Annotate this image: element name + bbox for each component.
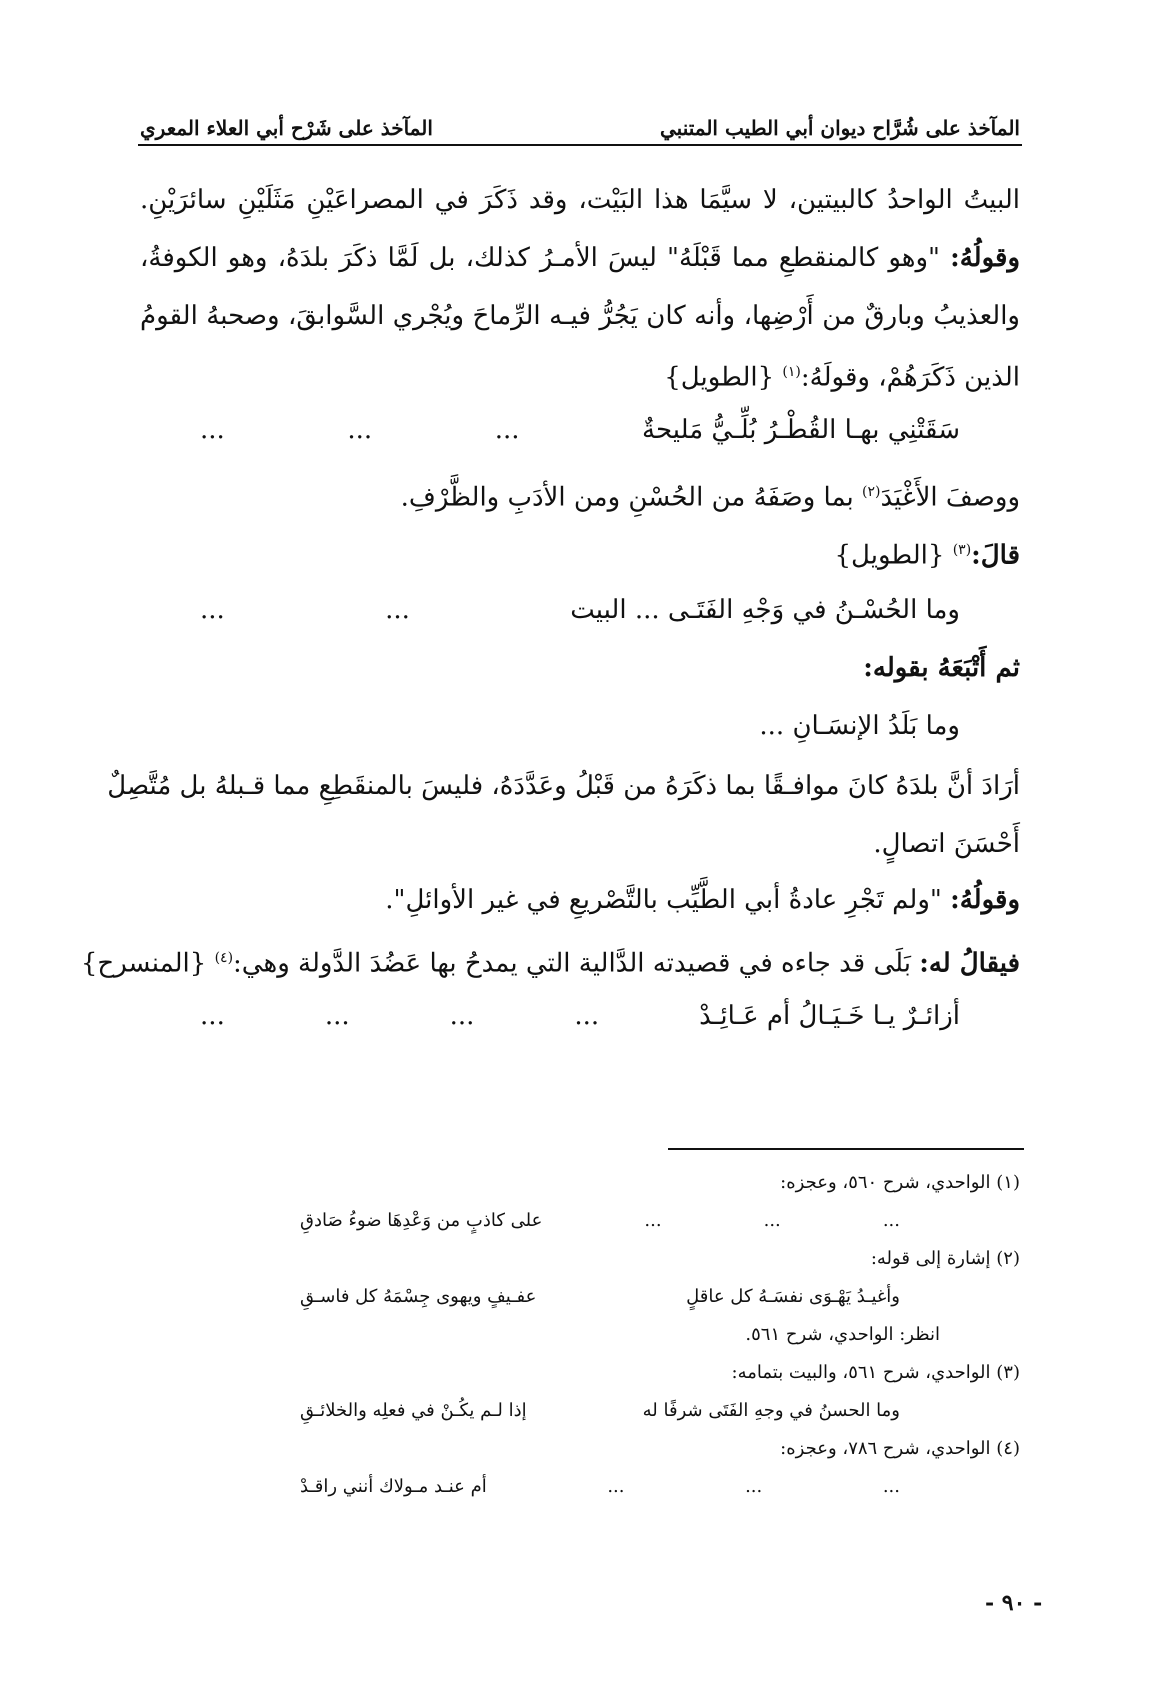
footnote-1-ellipsis-1: ... xyxy=(882,1210,900,1231)
footnote-ref-1: (١) xyxy=(782,364,801,380)
footnote-ref-3: (٣) xyxy=(952,542,972,558)
bold-lead-fayuqal: فيقالُ له: xyxy=(919,948,1020,979)
footnote-4: (٤) الواحدي، شرح ٧٨٦، وعجزه: xyxy=(780,1438,1020,1459)
verse-1-hemistich: سَقَتْنِي بهـا القُطْـرُ بُلِّـيُّ مَليحةٌ xyxy=(642,415,960,445)
verse-2-ellipsis-2: ... xyxy=(200,595,225,625)
footnote-2-hemistich-2: عفـيفٍ ويهوى جِسْمَهُ كل فاسـقِ xyxy=(300,1286,537,1307)
body-line-5 xyxy=(140,472,1020,518)
body-line-7: ثم أَتْبَعَهُ بقوله: xyxy=(863,653,1020,683)
footnote-4-ellipsis-2: ... xyxy=(745,1476,763,1497)
body-line-4 xyxy=(140,352,1020,398)
body-line-4-text: الذين ذَكَرَهُمْ، وقولَهُ: xyxy=(800,362,1020,393)
body-line-5-text-2: بما وصَفَهُ من الحُسْنِ ومن الأدَبِ والظَّرْفِ. xyxy=(400,482,863,513)
verse-1-ellipsis-1: ... xyxy=(494,415,520,445)
footnote-4-hemistich: أم عنـد مـولاك أنني راقـدْ xyxy=(300,1476,487,1497)
bold-lead-qala: قالَ: xyxy=(971,540,1020,571)
verse-3-hemistich: وما بَلَدُ الإنسَـانِ ... xyxy=(759,711,960,741)
body-line-10-text: "ولم تَجْرِ عادةُ أبي الطَّيِّب بالتَّصْريعِ في غير الأوائلِ". xyxy=(385,885,951,915)
body-line-8: أرَادَ أنَّ بلدَهُ كانَ موافـقًا بما ذكَرَهُ من قَبْلُ وعَدَّدَهُ، فليسَ بالمنقَطِعِ مما قـبلهُ بل مُتَّصِلٌ xyxy=(107,771,1020,801)
footnote-1-ellipsis-2: ... xyxy=(763,1210,781,1231)
verse-3 xyxy=(200,706,960,746)
footnote-1: (١) الواحدي، شرح ٥٦٠، وعجزه: xyxy=(780,1172,1020,1193)
footnote-1-hemistich: على كاذبٍ من وَعْدِهَا ضوءُ صَادقِ xyxy=(300,1210,543,1231)
verse-4 xyxy=(200,996,960,1036)
verse-4-hemistich: أزائـرٌ يـا خَـيَـالُ أم عَـائِـدْ xyxy=(699,1001,960,1031)
verse-2 xyxy=(200,590,960,630)
body-line-6 xyxy=(140,530,1020,576)
body-line-2 xyxy=(140,238,1020,278)
footnote-2-ref: انظر: الواحدي، شرح ٥٦١. xyxy=(745,1324,940,1345)
body-line-10 xyxy=(140,880,1020,920)
footnote-4-verse xyxy=(300,1472,900,1502)
body-line-9: أَحْسَنَ اتصالٍ. xyxy=(873,829,1020,859)
footnote-1-verse xyxy=(300,1206,900,1236)
meter-label-tawil-2: {الطويل} xyxy=(834,540,953,571)
footnote-3: (٣) الواحدي، شرح ٥٦١، والبيت بتمامه: xyxy=(731,1362,1020,1383)
verse-2-ellipsis-1: ... xyxy=(385,595,410,625)
footnote-2: (٢) إشارة إلى قوله: xyxy=(870,1248,1020,1269)
footnote-ref-2: (٢) xyxy=(862,484,881,500)
verse-4-ellipsis-2: ... xyxy=(449,1001,475,1031)
bold-lead-qawluhu-2: وقولُهُ: xyxy=(950,885,1020,915)
running-header xyxy=(140,100,1020,140)
verse-4-ellipsis-1: ... xyxy=(574,1001,600,1031)
verse-4-ellipsis-3: ... xyxy=(324,1001,350,1031)
footnote-3-hemistich-2: إذا لـم يكُـنْ في فعلِه والخلائـقِ xyxy=(300,1400,527,1421)
footnote-4-ellipsis-3: ... xyxy=(607,1476,625,1497)
footnote-2-verse xyxy=(300,1282,900,1312)
body-line-1: البيتُ الواحدُ كالبيتين، لا سيَّمَا هذا البَيْت، وقد ذَكَرَ في المصراعَيْنِ مَثَلَيْنِ سائرَيْنِ. xyxy=(140,185,1020,215)
footnote-4-ellipsis-1: ... xyxy=(882,1476,900,1497)
body-line-11 xyxy=(80,938,1020,984)
body-line-5-text: ووصفَ الأَغْيَدَ xyxy=(880,482,1020,513)
body-line-2-text: "وهو كالمنقطعِ مما قَبْلَهُ" ليسَ الأمـرُ كذلك، بل لَمَّا ذكَرَ بلدَهُ، وهو الكوفةُ، xyxy=(140,243,951,273)
body-line-3: والعذيبُ وبارقٌ من أَرْضِها، وأنه كان يَجُرُّ فيـه الرِّماحَ ويُجْري السَّوابقَ، وصحبهُ القومُ xyxy=(140,301,1020,331)
verse-4-ellipsis-4: ... xyxy=(200,1001,225,1031)
verse-2-hemistich: وما الحُسْـنُ في وَجْهِ الفَتَـى ... البيت xyxy=(570,595,960,625)
footnote-rule xyxy=(668,1148,1024,1150)
footnote-1-ellipsis-3: ... xyxy=(644,1210,662,1231)
header-left-title: المآخذ على شَرْح أبي العلاء المعري xyxy=(140,116,433,140)
verse-1-ellipsis-2: ... xyxy=(347,415,373,445)
footnote-ref-4: (٤) xyxy=(214,950,234,966)
page-number: - ٩٠ - xyxy=(985,1590,1043,1616)
verse-1 xyxy=(200,410,960,450)
header-right-title: المآخذ على شُرَّاح ديوان أبي الطيب المتنبي xyxy=(660,116,1020,140)
footnote-3-verse xyxy=(300,1396,900,1426)
verse-1-ellipsis-3: ... xyxy=(200,415,225,445)
footnote-3-hemistich-1: وما الحسنُ في وجهِ الفَتَى شرفًا له xyxy=(642,1400,900,1421)
meter-label-munsarih: {المنسرح} xyxy=(80,948,215,979)
bold-lead-qawluhu: وقولُهُ: xyxy=(950,243,1020,273)
header-rule xyxy=(138,144,1022,146)
meter-label-tawil: {الطويل} xyxy=(664,362,783,393)
body-line-11-text: بَلَى قد جاءه في قصيدته الدَّالية التي يمدحُ بها عَضُدَ الدَّولة وهي: xyxy=(233,948,920,979)
footnote-2-hemistich-1: وأغيـدُ يَهْـوَى نفسَـهُ كل عاقلٍ xyxy=(686,1286,900,1307)
